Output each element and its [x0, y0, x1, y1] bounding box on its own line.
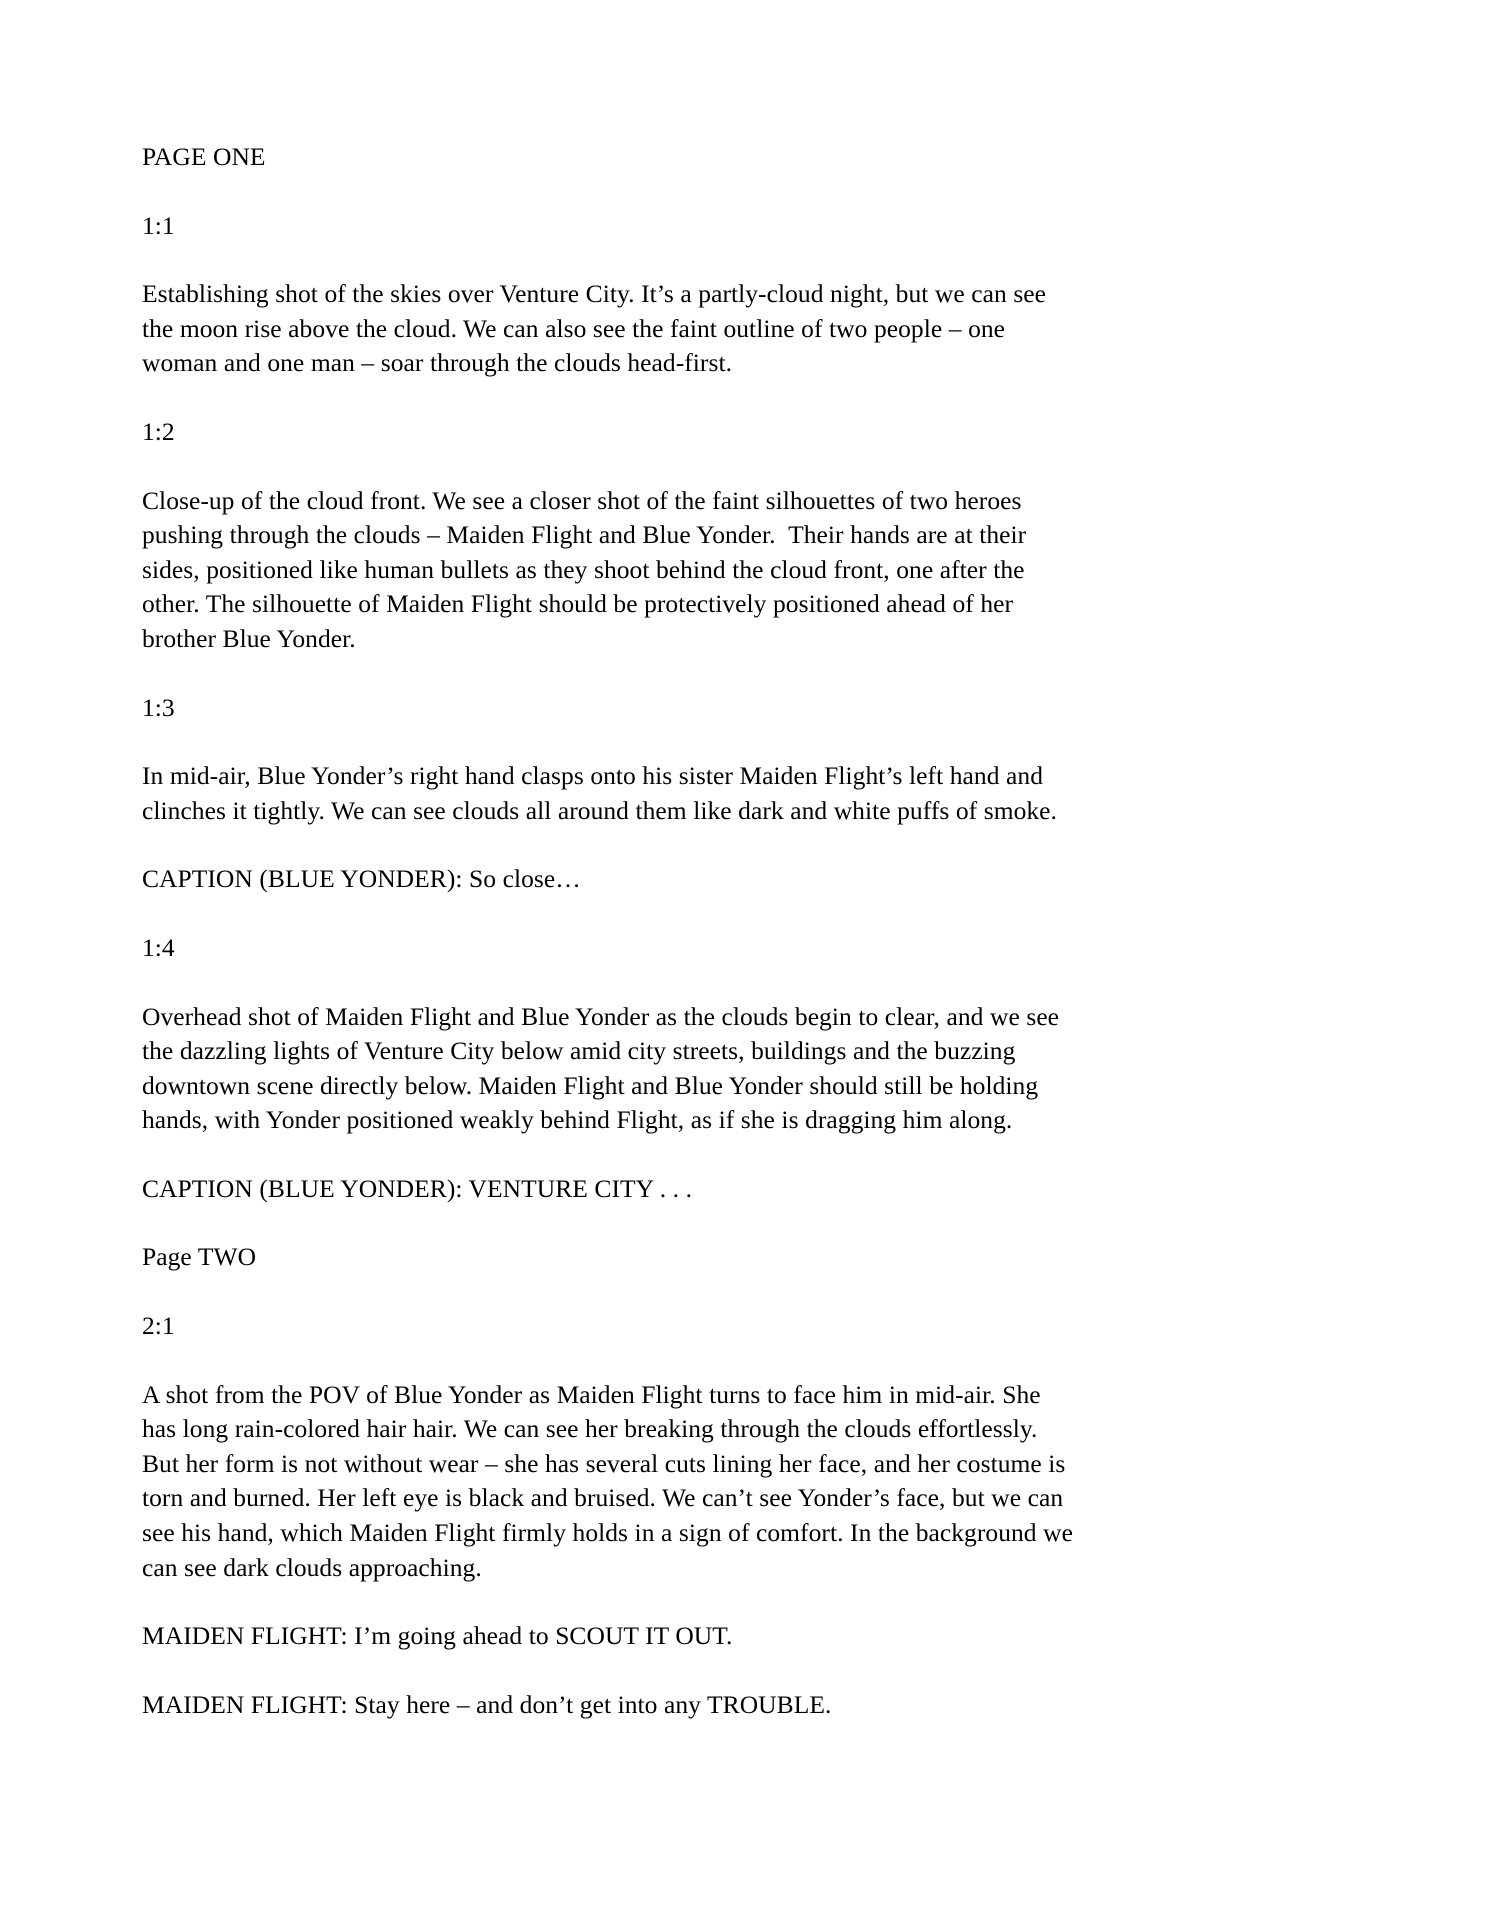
panel-slug-2-1: 2:1 — [142, 1311, 175, 1341]
caption-blue-yonder-so-close: CAPTION (BLUE YONDER): So close… — [142, 864, 581, 894]
dialogue-maiden-flight-scout-it-out: MAIDEN FLIGHT: I’m going ahead to SCOUT IT OUT. — [142, 1621, 733, 1651]
dialogue-maiden-flight-trouble: MAIDEN FLIGHT: Stay here – and don’t get into any TROUBLE. — [142, 1689, 832, 1719]
panel-slug-1-2: 1:2 — [142, 416, 175, 446]
page-heading-two: Page TWO — [142, 1242, 257, 1272]
panel-slug-1-4: 1:4 — [142, 932, 175, 962]
panel-description-2-1: A shot from the POV of Blue Yonder as Maiden Flight turns to face him in mid-air. She has long rain-colored hair hair. We can see her breaking through the clouds effortlessly. But her form is not without wear – she has several cuts lining her face, and her costume is torn and burned. Her left eye is black and bruised. We can’t see Yonder’s face, but we can see his hand, which Maiden Flight firmly holds in a sign of comfort. In the background we can see dark clouds approaching. — [142, 1379, 1080, 1582]
panel-description-1-4: Overhead shot of Maiden Flight and Blue Yonder as the clouds begin to clear, and we see the dazzling lights of Venture City below amid city streets, buildings and the buzzing downtown scene directly below. Maiden Flight and Blue Yonder should still be holding hands, with Yonder positioned weakly behind Flight, as if she is dragging him along. — [142, 1001, 1066, 1135]
panel-description-1-1: Establishing shot of the skies over Venture City. It’s a partly-cloud night, but we can see the moon rise above the cloud. We can also see the faint outline of two people – one woman and one man – soar through the clouds head-first. — [142, 279, 1053, 378]
page-heading-one: PAGE ONE — [142, 142, 266, 171]
panel-description-1-2: Close-up of the cloud front. We see a closer shot of the faint silhouettes of two heroes pushing through the clouds – Maiden Flight and Blue Yonder. Their hands are at their sides, positioned like human bullets as they shoot behind the cloud front, one after the other. The silhouette of Maiden Flight should be protectively positioned ahead of her brother Blue Yonder. — [142, 485, 1033, 653]
panel-description-1-3: In mid-air, Blue Yonder’s right hand clasps onto his sister Maiden Flight’s left hand and clinches it tightly. We can see clouds all around them like dark and white puffs of smoke. — [142, 761, 1057, 825]
script-body — [142, 140, 1080, 1756]
caption-blue-yonder-venture-city: CAPTION (BLUE YONDER): VENTURE CITY . . . — [142, 1173, 693, 1203]
panel-slug-1-1: 1:1 — [142, 210, 175, 240]
panel-slug-1-3: 1:3 — [142, 692, 175, 722]
